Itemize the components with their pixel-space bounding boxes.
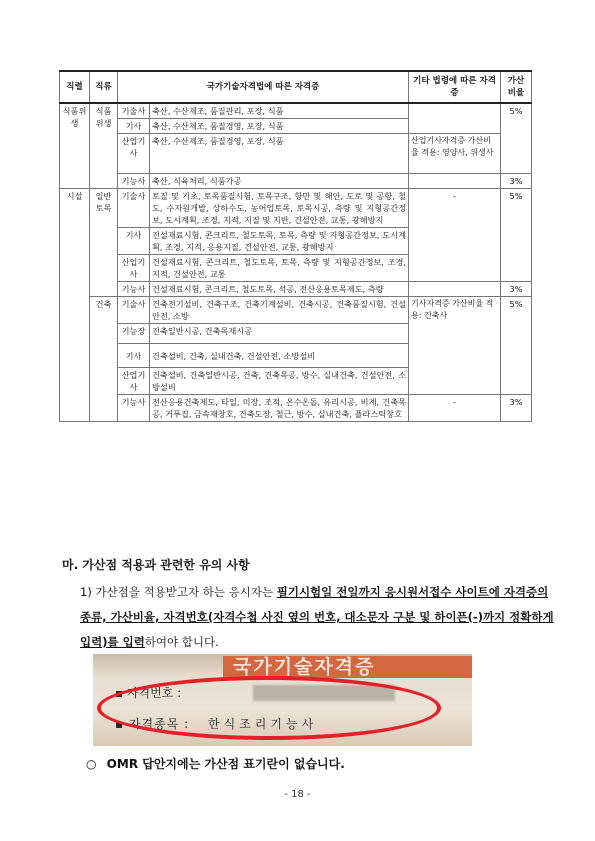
certificate-banner: 국가기술자격증	[223, 656, 472, 678]
table-row	[60, 134, 532, 174]
notice-paragraph	[80, 580, 554, 655]
qualification-cell: 건축설비, 건축일반시공, 건축, 건축목공, 방수, 실내건축, 건설안전, 소방설비	[150, 368, 409, 395]
ratio-cell: 5%	[501, 189, 532, 282]
paragraph-text-end: 하여야 합니다.	[144, 635, 219, 649]
grade-cell: 기술사	[118, 103, 150, 119]
paragraph-text-start: 가산점을 적용받고자 하는 응시자는	[95, 585, 274, 599]
grade-cell: 기술사	[118, 189, 150, 228]
qualification-cell: 건설재료시험, 콘크리트, 철도토목, 토목, 측량 및 지형공간정보, 조경, 지적, 건설안전, 교통	[150, 255, 409, 282]
series-cell: 시설	[60, 189, 90, 422]
table-row	[60, 395, 532, 422]
kind-cell: 일반토목	[90, 189, 118, 297]
series-cell: 식품위생	[60, 103, 90, 189]
header-ratio: 가산 비율	[501, 71, 532, 103]
qualification-cell: 축산, 수산제조, 품질관리, 포장, 식품	[150, 103, 409, 119]
grade-cell: 기능사	[118, 282, 150, 297]
other-cell	[409, 103, 501, 134]
grade-cell: 기능사	[118, 174, 150, 189]
header-series: 직렬	[60, 71, 90, 103]
omr-note-text: OMR 답안지에는 가산점 표기란이 없습니다.	[106, 757, 345, 771]
qualification-cell: 건축설비, 건축, 실내건축, 건설안전, 소방설비	[150, 344, 409, 368]
table-row	[60, 103, 532, 119]
omr-note	[86, 755, 345, 772]
grade-cell: 기사	[118, 119, 150, 134]
other-cell: 산업기사자격증 가산비율 적용: 영양사, 위생사	[409, 134, 501, 174]
table-row	[60, 174, 532, 189]
header-kind: 직류	[90, 71, 118, 103]
other-cell: -	[409, 189, 501, 282]
ratio-cell: 3%	[501, 174, 532, 189]
grade-cell: 기사	[118, 228, 150, 255]
other-cell: -	[409, 395, 501, 422]
certificate-number-label: ▪ 자격번호 :	[115, 686, 182, 700]
ratio-cell: 3%	[501, 395, 532, 422]
certificate-type-label: ▪ 자격종목 :	[115, 717, 190, 731]
ratio-cell: 5%	[501, 103, 532, 174]
certificate-type-value: 한식조리기능사	[208, 717, 318, 731]
grade-cell: 산업기사	[118, 134, 150, 174]
other-cell: 기사자격증 가산비율 적용: 건축사	[409, 297, 501, 395]
grade-cell: 기술사	[118, 297, 150, 324]
kind-cell: 건축	[90, 297, 118, 422]
qualification-cell: 건설재료시험, 콘크리트, 철도토목, 토목, 측량 및 지형공간정보, 도시계획, 조경, 지적, 응용지질, 건설안전, 교통, 광해방지	[150, 228, 409, 255]
table-row	[60, 297, 532, 324]
ratio-cell: 3%	[501, 282, 532, 297]
paragraph-number: 1)	[80, 585, 92, 599]
grade-cell: 기사	[118, 344, 150, 368]
qualification-cell: 건설재료시험, 콘크리트, 철도토목, 석공, 전산응용토목제도, 측량	[150, 282, 409, 297]
page-number: - 18 -	[284, 789, 311, 800]
grade-cell: 기능장	[118, 324, 150, 344]
paragraph-emphasis: 필기시험일 전일까지 응시원서접수 사이트에 자격증의 종류, 가산비율, 자격번호(자격수첩 사진 옆의 번호, 대소문자 구분 및 하이픈(-)까지 정확하게 입력)를 입력	[80, 585, 554, 649]
certificate-photo	[93, 654, 472, 746]
table-header-row	[60, 71, 532, 103]
highlight-circle	[97, 676, 441, 740]
qualification-table	[59, 70, 532, 422]
ratio-cell: 5%	[501, 297, 532, 395]
circle-bullet: ○	[86, 757, 97, 771]
other-cell	[409, 174, 501, 189]
table-row	[60, 282, 532, 297]
qualification-cell: 전산응용건축제도, 타일, 미장, 조적, 온수온돌, 유리시공, 비계, 건축목공, 거푸집, 금속재창호, 건축도장, 철근, 방수, 실내건축, 플라스틱창호	[150, 395, 409, 422]
grade-cell: 산업기사	[118, 255, 150, 282]
header-other-qualification: 기타 법령에 따른 자격증	[409, 71, 501, 103]
qualification-cell: 축산, 수산제조, 품질경영, 포장, 식품	[150, 119, 409, 134]
qualification-cell: 축산, 식육처리, 식품가공	[150, 174, 409, 189]
qualification-cell: 축산, 수산제조, 품질경영, 포장, 식품	[150, 134, 409, 174]
kind-cell: 식품위생	[90, 103, 118, 189]
other-cell	[409, 282, 501, 297]
grade-cell: 산업기사	[118, 368, 150, 395]
qualification-cell: 토질 및 기초, 토목품질시험, 토목구조, 항만 및 해안, 도로 및 공항, 철도, 수자원개발, 상하수도, 농어업토목, 토목시공, 측량 및 지형공간정보, 도시계획, 조경, 지적, 지질 및 지반, 건설안전, 교통, 광해방지	[150, 189, 409, 228]
grade-cell: 기능사	[118, 395, 150, 422]
qualification-cell: 건축전기설비, 건축구조, 건축기계설비, 건축시공, 건축품질시험, 건설안전, 소방	[150, 297, 409, 324]
header-national-qualification: 국가기술자격법에 따른 자격증	[118, 71, 409, 103]
table-row	[60, 189, 532, 228]
section-title: 마. 가산점 적용과 관련한 유의 사항	[62, 558, 250, 572]
qualification-cell: 건축일반시공, 건축목재시공	[150, 324, 409, 344]
